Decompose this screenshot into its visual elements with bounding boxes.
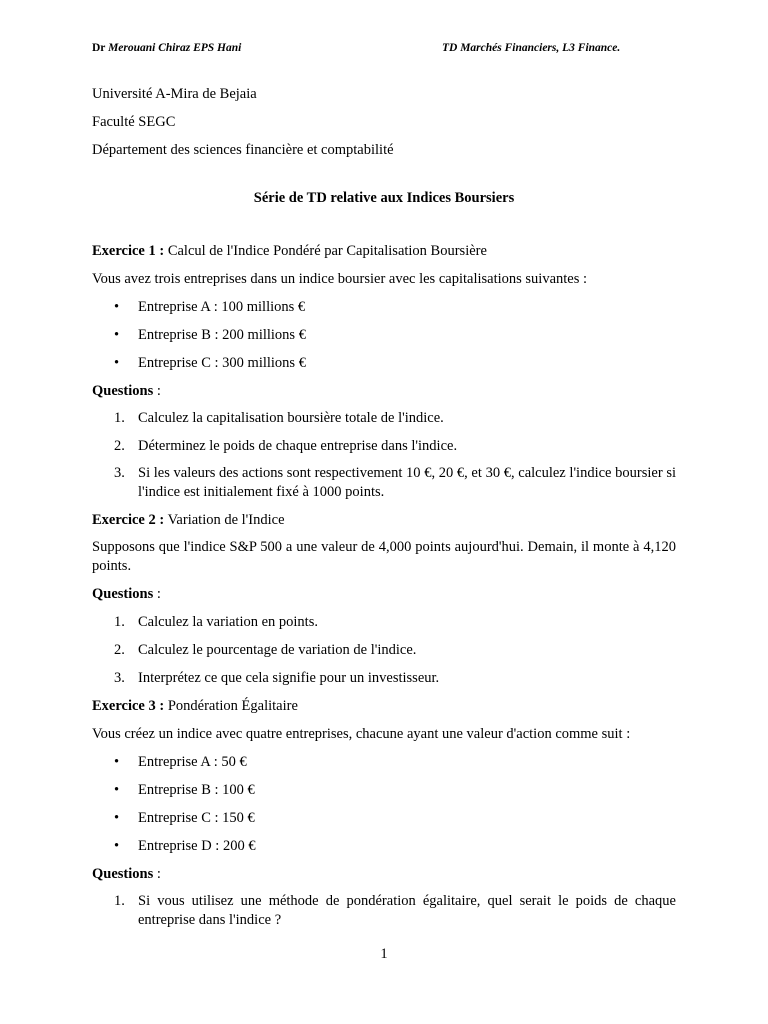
exercise-2-intro: Supposons que l'indice S&P 500 a une valeur de 4,000 points aujourd'hui. Demain, il monte à 4,120 points. — [92, 539, 676, 574]
question-item — [92, 409, 676, 428]
question-text: Interprétez ce que cela signifie pour un investisseur. — [138, 670, 440, 686]
questions-label-colon: : — [153, 866, 161, 882]
exercise-3-name: Pondération Égalitaire — [164, 698, 298, 714]
question-text: Si les valeurs des actions sont respectivement 10 €, 20 €, et 30 €, calculez l'indice boursier si l'indice est initialement fixé à 1000 points. — [138, 465, 676, 500]
institution-university: Université A-Mira de Bejaia — [92, 86, 257, 102]
bullet-icon: • — [114, 299, 120, 315]
page-content — [92, 84, 676, 938]
bullet-icon: • — [114, 782, 120, 798]
bullet-icon: • — [114, 810, 120, 826]
list-item — [92, 353, 676, 373]
institution-department: Département des sciences financière et comptabilité — [92, 142, 394, 158]
exercise-1-name: Calcul de l'Indice Pondéré par Capitalisation Boursière — [164, 243, 487, 259]
question-text: Calculez le pourcentage de variation de l'indice. — [138, 642, 417, 658]
questions-label-text: Questions — [92, 383, 154, 399]
question-number: 3. — [114, 465, 125, 481]
question-text: Si vous utilisez une méthode de pondération égalitaire, quel serait le poids de chaque entreprise dans l'indice ? — [138, 893, 676, 928]
document-page — [92, 0, 676, 1024]
questions-label-text: Questions — [92, 586, 154, 602]
question-number: 2. — [114, 437, 125, 454]
header-author — [92, 41, 241, 55]
exercise-3-intro: Vous créez un indice avec quatre entreprises, chacune ayant une valeur d'action comme suit : — [92, 726, 631, 742]
question-number: 1. — [114, 893, 125, 909]
list-item-text: Entreprise C : 300 millions € — [138, 355, 306, 371]
list-item-text: Entreprise B : 100 € — [138, 782, 255, 798]
question-text: Déterminez le poids de chaque entreprise dans l'indice. — [138, 437, 458, 454]
exercise-1-intro: Vous avez trois entreprises dans un indice boursier avec les capitalisations suivantes : — [92, 271, 588, 287]
bullet-icon: • — [114, 355, 120, 371]
list-item-text: Entreprise B : 200 millions € — [138, 327, 306, 343]
questions-label-colon: : — [153, 383, 161, 399]
exercise-3-questions — [92, 892, 676, 929]
question-number: 1. — [114, 614, 125, 630]
question-item — [92, 464, 676, 501]
exercise-3-questions-label — [92, 864, 676, 884]
list-item-text: Entreprise A : 50 € — [138, 754, 247, 770]
exercise-3-bullets — [92, 752, 676, 856]
question-item — [92, 437, 676, 456]
question-item — [92, 892, 676, 929]
question-text: Calculez la variation en points. — [138, 614, 318, 630]
question-number: 3. — [114, 670, 125, 686]
list-item-text: Entreprise A : 100 millions € — [138, 299, 306, 315]
exercise-3-label: Exercice 3 : — [92, 698, 165, 714]
question-number: 2. — [114, 642, 125, 658]
exercise-2-title — [92, 510, 676, 530]
list-item — [92, 780, 676, 800]
question-text: Calculez la capitalisation boursière totale de l'indice. — [138, 410, 444, 426]
list-item — [92, 808, 676, 828]
exercise-1-questions — [92, 409, 676, 501]
question-item — [92, 640, 676, 660]
exercise-2-questions — [92, 612, 676, 688]
list-item-text: Entreprise D : 200 € — [138, 838, 256, 854]
list-item — [92, 297, 676, 317]
bullet-icon: • — [114, 754, 120, 770]
exercise-1-title — [92, 241, 676, 261]
exercise-2-name: Variation de l'Indice — [164, 512, 285, 528]
document-title: Série de TD relative aux Indices Boursiers — [253, 190, 515, 206]
header-author-prefix: Dr — [92, 42, 109, 54]
bullet-icon: • — [114, 327, 120, 343]
bullet-icon: • — [114, 838, 120, 854]
exercise-2-label: Exercice 2 : — [92, 512, 165, 528]
list-item — [92, 325, 676, 345]
question-number: 1. — [114, 410, 125, 426]
header-course: TD Marchés Financiers, L3 Finance. — [442, 42, 621, 54]
question-item — [92, 668, 676, 688]
list-item-text: Entreprise C : 150 € — [138, 810, 255, 826]
question-item — [92, 612, 676, 632]
questions-label-text: Questions — [92, 866, 154, 882]
list-item — [92, 836, 676, 856]
institution-faculty: Faculté SEGC — [92, 114, 176, 130]
questions-label-colon: : — [153, 586, 161, 602]
exercise-1-questions-label — [92, 381, 676, 401]
header-author-name: Merouani Chiraz EPS Hani — [108, 42, 242, 54]
exercise-3-title — [92, 696, 676, 716]
exercise-1-bullets — [92, 297, 676, 373]
exercise-1-label: Exercice 1 : — [92, 243, 165, 259]
exercise-2-questions-label — [92, 584, 676, 604]
list-item — [92, 752, 676, 772]
page-number: 1 — [380, 946, 388, 962]
